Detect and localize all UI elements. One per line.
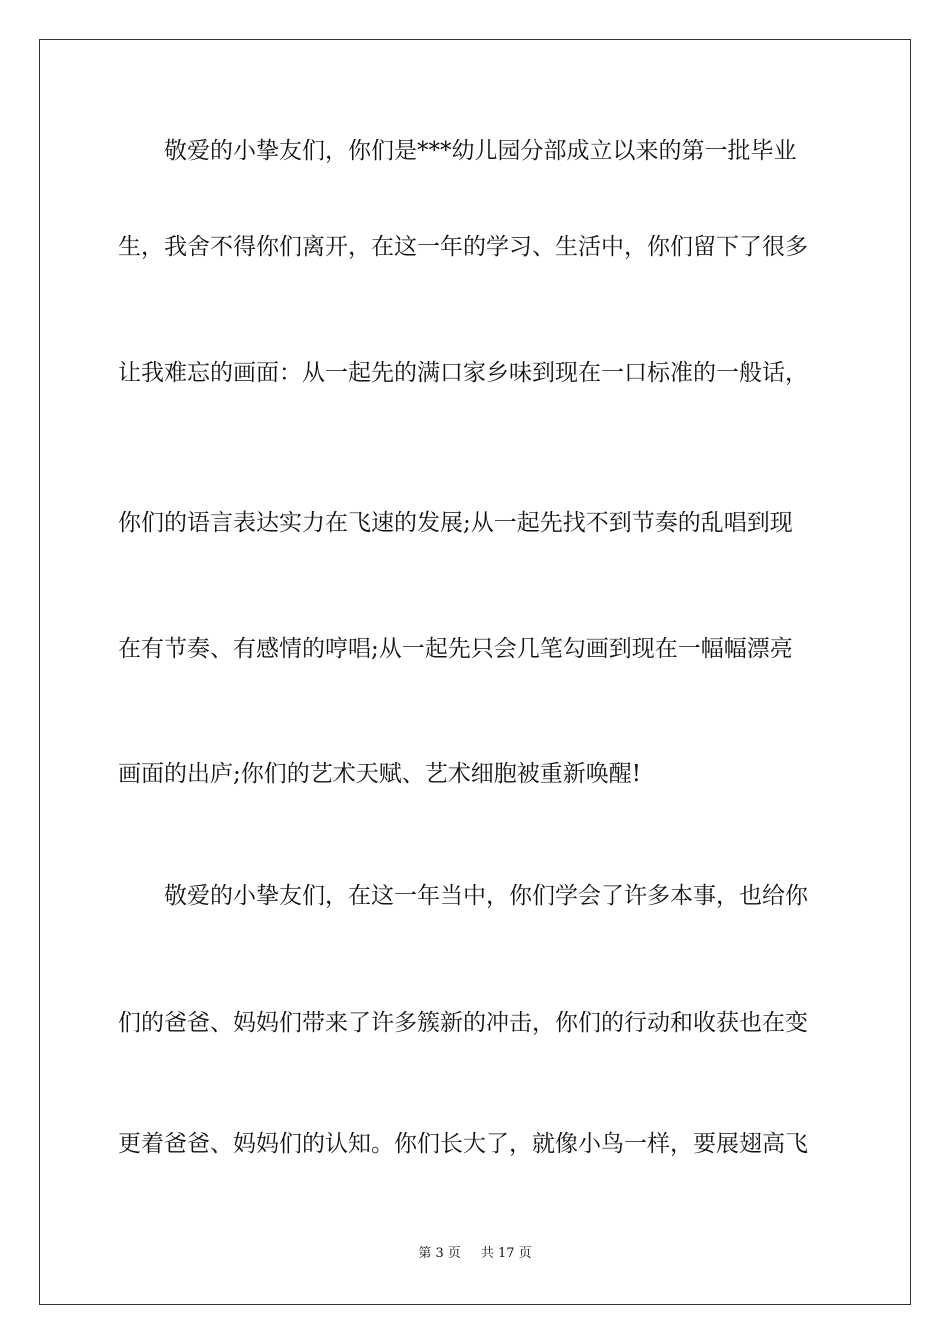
paragraph-1-line-1: 敬爱的小挚友们，你们是***幼儿园分部成立以来的第一批毕业 — [164, 138, 797, 164]
paragraph-1-line-6: 画面的出庐;你们的艺术天赋、艺术细胞被重新唤醒! — [118, 761, 641, 787]
paragraph-1-line-3: 让我难忘的画面：从一起先的满口家乡味到现在一口标准的一般话， — [118, 360, 808, 386]
paragraph-1-line-2: 生，我舍不得你们离开，在这一年的学习、生活中，你们留下了很多 — [118, 234, 808, 260]
paragraph-1-line-4: 你们的语言表达实力在飞速的发展;从一起先找不到节奏的乱唱到现 — [118, 510, 793, 536]
paragraph-2-line-2: 们的爸爸、妈妈们带来了许多簇新的冲击，你们的行动和收获也在变 — [118, 1010, 808, 1036]
page-footer — [0, 1244, 950, 1264]
paragraph-1-line-5: 在有节奏、有感情的哼唱;从一起先只会几笔勾画到现在一幅幅漂亮 — [118, 636, 793, 662]
total-pages: 共 17 页 — [480, 1246, 532, 1261]
page-number: 第 3 页 — [418, 1246, 461, 1261]
paragraph-2-line-1: 敬爱的小挚友们，在这一年当中，你们学会了许多本事，也给你 — [164, 883, 808, 909]
paragraph-2-line-3: 更着爸爸、妈妈们的认知。你们长大了，就像小鸟一样，要展翅高飞 — [118, 1131, 808, 1157]
